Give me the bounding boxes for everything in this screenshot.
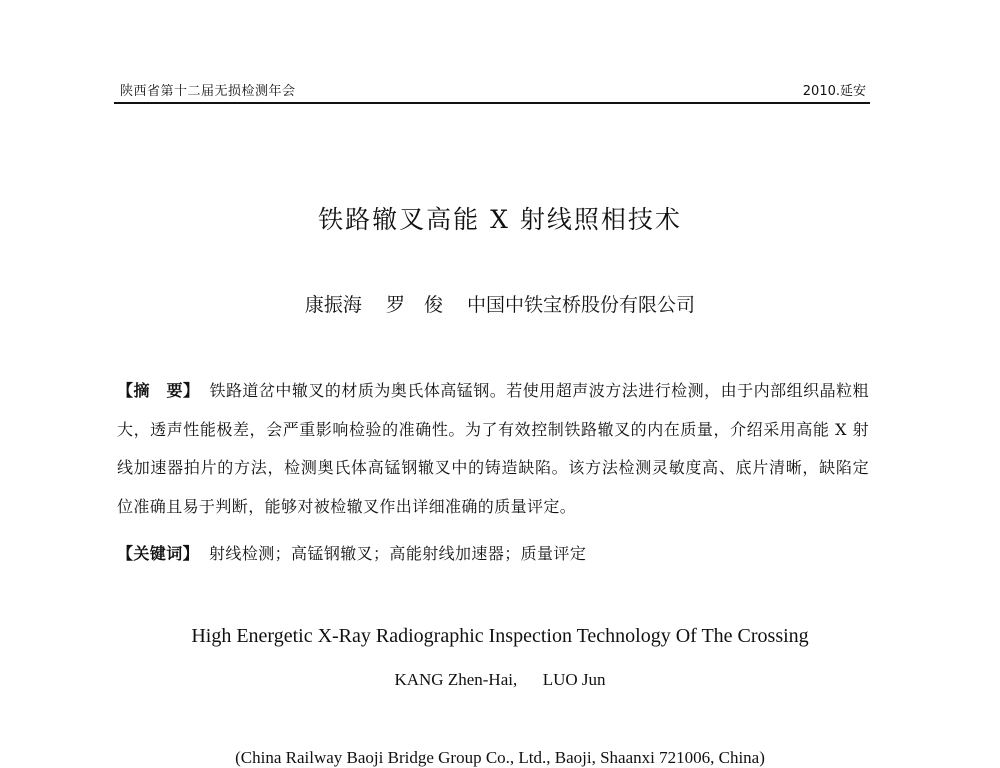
author-line — [0, 290, 1000, 317]
abstract-label: 【摘 要】 — [117, 381, 200, 400]
abstract-text: 铁路道岔中辙叉的材质为奥氏体高锰钢。若使用超声波方法进行检测，由于内部组织晶粒粗大，透声性能极差，会严重影响检验的准确性。为了有效控制铁路辙叉的内在质量，介绍采用高能 X 射线加速器拍片的方法，检测奥氏体高锰钢辙叉中的铸造缺陷。该方法检测灵敏度高、底片清晰，缺陷定位准确且易于判断，能够对被检辙叉作出详细准确的质量评定。 — [117, 381, 869, 516]
page-header — [114, 78, 870, 104]
conference-name: 陕西省第十二届无损检测年会 — [120, 84, 296, 99]
keywords-label: 【关键词】 — [117, 544, 200, 563]
abstract — [117, 372, 869, 526]
english-authors: KANG Zhen-Hai, LUO Jun — [394, 670, 606, 689]
conference-date-place: 2010.延安 — [802, 84, 866, 99]
keywords-text: 射线检测；高锰钢辙叉；高能射线加速器；质量评定 — [209, 544, 587, 563]
english-affiliation: (China Railway Baoji Bridge Group Co., Ltd., Baoji, Shaanxi 721006, China) — [235, 748, 765, 767]
author-affiliation: 中国中铁宝桥股份有限公司 — [467, 294, 696, 316]
author-name: 罗 俊 — [385, 294, 443, 316]
author-name: 康振海 — [304, 294, 362, 316]
keywords — [117, 541, 869, 564]
english-title: High Energetic X-Ray Radiographic Inspection Technology Of The Crossing — [191, 625, 809, 647]
paper-title: 铁路辙叉高能 X 射线照相技术 — [318, 205, 682, 234]
